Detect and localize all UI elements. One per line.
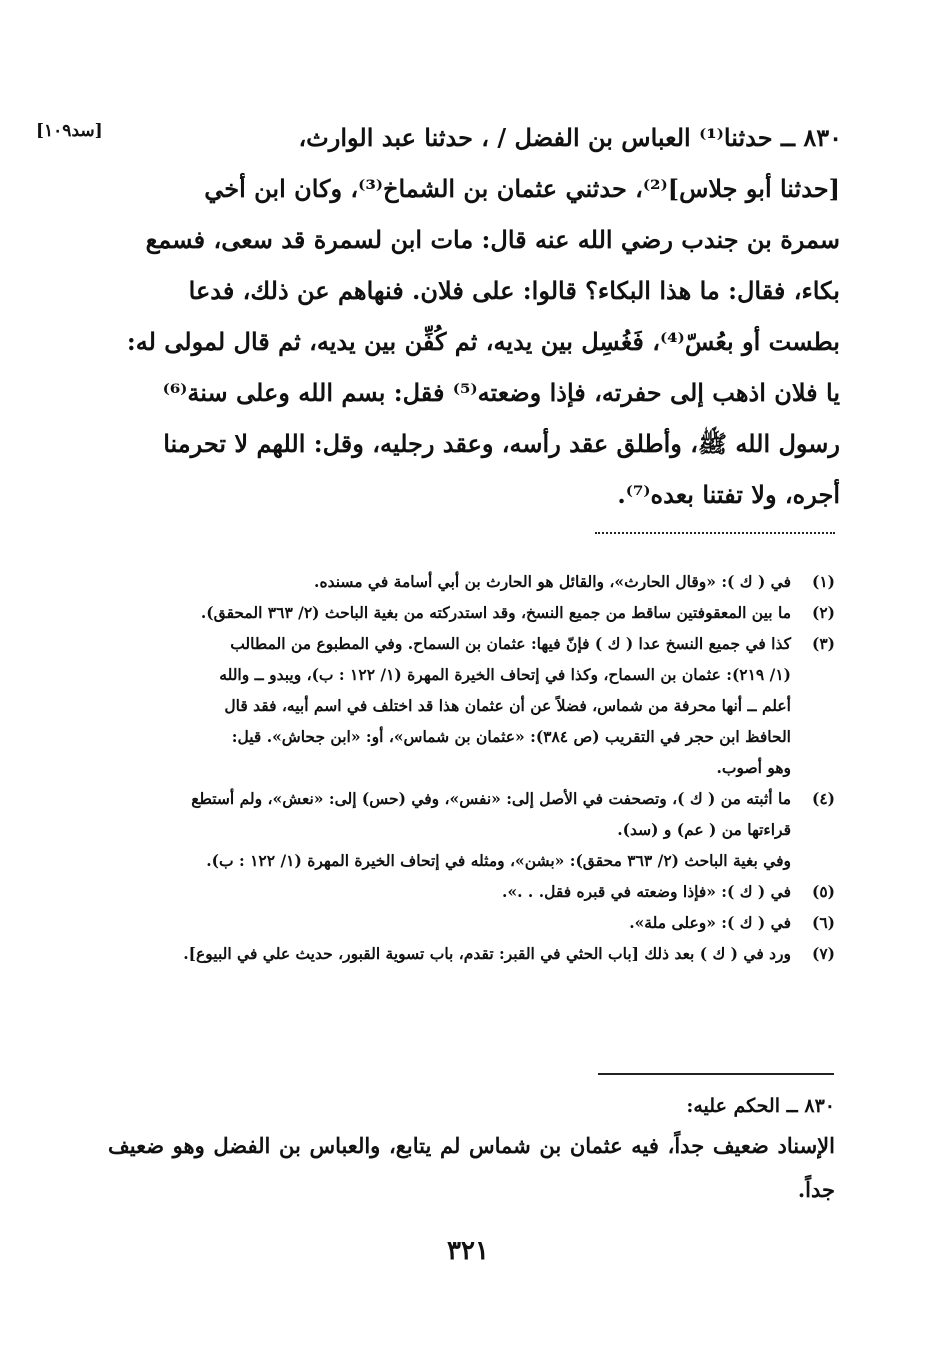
footnote-5: [110, 876, 835, 907]
footnote-text: في ( ك ): «وقال الحارث»، والقائل هو الحارث بن أبي أسامة في مسنده.: [314, 572, 791, 591]
footnote-text: ما بين المعقوفتين ساقط من جميع النسخ، وقد استدركته من بغية الباحث (٢/ ٣٦٣ المحقق).: [200, 603, 791, 622]
footnote-text: ورد في ( ك ) بعد ذلك [باب الحثي في القبر: تقدم، باب تسوية القبور، حديث علي في البيوع].: [183, 944, 791, 963]
footnote-1: [110, 566, 835, 597]
hadith-text: [105, 112, 840, 520]
footnote-number: (٤): [811, 789, 835, 808]
margin-manuscript-reference: [سد١٠٩]: [36, 121, 103, 141]
footnote-text: وهو أصوب.: [716, 758, 791, 777]
ruling-heading: ٨٣٠ ــ الحكم عليه:: [686, 1095, 835, 1117]
hadith-line: يا فلان اذهب إلى حفرته، فإذا وضعته⁽⁵⁾ فقل: بسم الله وعلى سنة⁽⁶⁾: [162, 378, 840, 407]
footnote-6: [110, 907, 835, 938]
hadith-line: ٨٣٠ ــ حدثنا⁽¹⁾ العباس بن الفضل / ، حدثنا عبد الوارث،: [298, 123, 842, 152]
hadith-line: سمرة بن جندب رضي الله عنه قال: مات ابن لسمرة قد سعى، فسمع: [145, 225, 840, 254]
footnote-text: ما أثبته من ( ك )، وتصحفت في الأصل إلى: «نفس»، وفي (حس) إلى: «نعش»، ولم أستطع: [191, 789, 791, 808]
hadith-line: بكاء، فقال: ما هذا البكاء؟ قالوا: على فلان. فنهاهم عن ذلك، فدعا: [188, 276, 840, 305]
footnote-7: [110, 938, 835, 969]
footnote-2: [110, 597, 835, 628]
footnote-3: [110, 628, 835, 783]
footnote-text: وفي بغية الباحث (٢/ ٣٦٣ محقق): «بشن»، ومثله في إتحاف الخيرة المهرة (١/ ١٢٢ : ب).: [206, 851, 791, 870]
hadith-line: بطست أو بعُسّ⁽⁴⁾، فَغُسِل بين يديه، ثم كُفِّن بين يديه، ثم قال لمولى له:: [126, 327, 840, 356]
footnote-number: (٢): [811, 603, 835, 622]
footnote-number: (٦): [811, 913, 835, 932]
footnote-number: (١): [811, 572, 835, 591]
footnote-text: في ( ك ): «فإذا وضعته في قبره فقل. . .».: [502, 882, 791, 901]
footnote-text: (١/ ٢١٩): عثمان بن السماح، وكذا في إتحاف الخيرة المهرة (١/ ١٢٢ : ب)، ويبدو ــ والله: [219, 665, 791, 684]
footnote-text: أعلم ــ أنها محرفة من شماس، فضلاً عن أن عثمان هذا قد اختلف في اسم أبيه، فقد قال: [224, 696, 791, 715]
footnote-number: (٥): [811, 882, 835, 901]
ruling-body: الإسناد ضعيف جداً، فيه عثمان بن شماس لم يتابع، والعباس بن الفضل وهو ضعيف جداً.: [108, 1133, 835, 1202]
footnote-text: في ( ك ): «وعلى ملة».: [629, 913, 791, 932]
footnote-number: (٣): [811, 634, 835, 653]
section-separator-rule: [598, 1073, 834, 1075]
page-number: ٣٢١: [447, 1236, 489, 1266]
footnote-text: كذا في جميع النسخ عدا ( ك ) فإنّ فيها: عثمان بن السماح. وفي المطبوع من المطالب: [230, 634, 791, 653]
footnote-4: [110, 783, 835, 876]
ruling-section: [108, 1088, 835, 1212]
footnote-number: (٧): [811, 944, 835, 963]
footnotes: [110, 566, 835, 969]
hadith-line: رسول الله ﷺ، وأطلق عقد رأسه، وعقد رجليه، وقل: اللهم لا تحرمنا: [163, 429, 840, 458]
footnote-separator-dots: [595, 532, 835, 534]
footnote-text: قراءتها من ( عم) و (سد).: [617, 820, 791, 839]
hadith-line: [حدثنا أبو جلاس]⁽²⁾، حدثني عثمان بن الشماخ⁽³⁾، وكان ابن أخي: [204, 174, 840, 203]
footnote-text: الحافظ ابن حجر في التقريب (ص ٣٨٤): «عثمان بن شماس»، أو: «ابن جحاش». قيل:: [231, 727, 791, 746]
hadith-line: أجره، ولا تفتنا بعده⁽⁷⁾.: [617, 480, 840, 509]
